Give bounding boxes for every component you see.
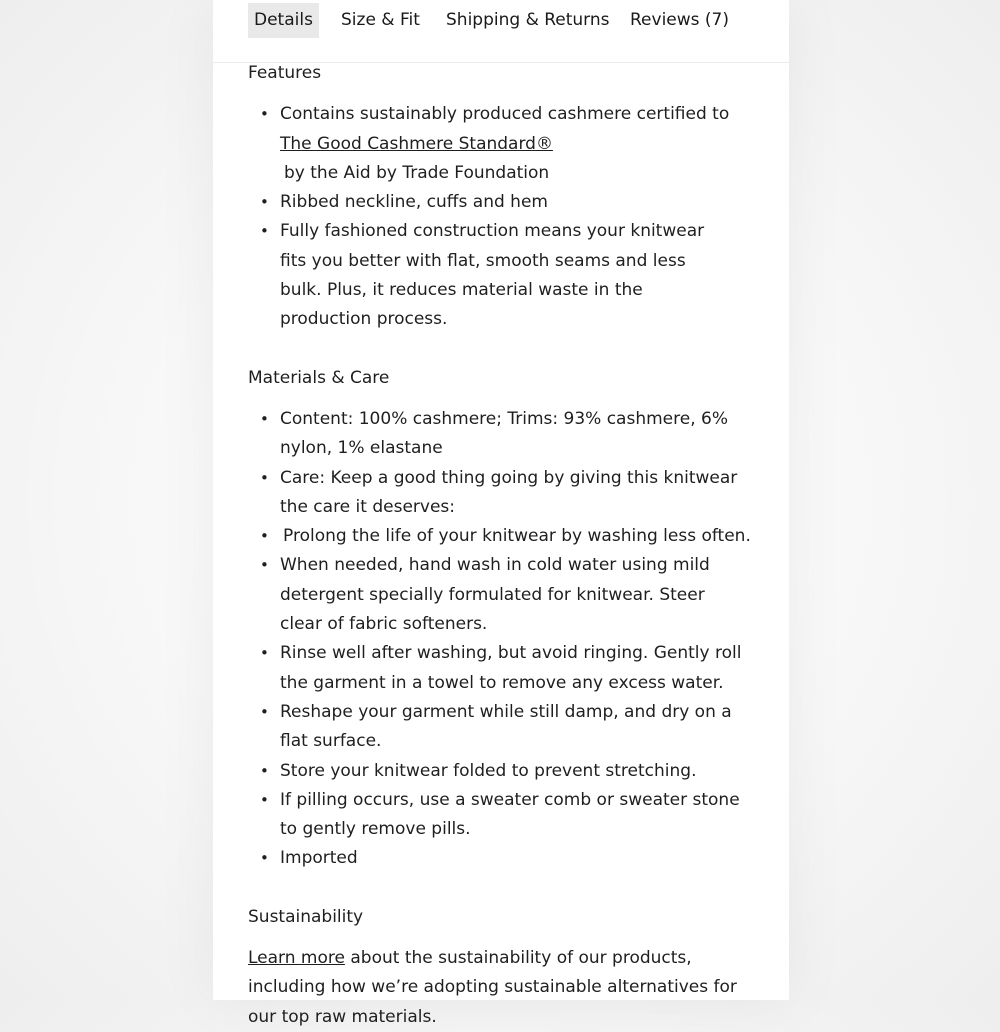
list-item: • Fully fashioned construction means your knitwear fits you better with flat, smooth seams and less bulk. Plus, it reduces material waste in the production process. [248, 217, 730, 334]
list-item: • Rinse well after washing, but avoid ringing. Gently roll the garment in a towel to remove any excess water. [248, 639, 752, 698]
sustainability-body: about the sustainability of our products, including how we’re adopting sustainable alternatives for our top raw materials. [248, 948, 737, 1027]
list-item: • Prolong the life of your knitwear by washing less often. [248, 522, 758, 551]
list-item: • Reshape your garment while still damp, and dry on a flat surface. [248, 698, 748, 757]
features-list [248, 100, 758, 334]
list-item: • Care: Keep a good thing going by giving this knitwear the care it deserves: [248, 464, 758, 523]
tab-bar [213, 0, 789, 63]
tab-shipping-returns[interactable]: Shipping & Returns [446, 10, 610, 30]
materials-care-heading: Materials & Care [248, 367, 390, 388]
product-details-panel [213, 0, 789, 1027]
list-item: • Content: 100% cashmere; Trims: 93% cashmere, 6% nylon, 1% elastane [248, 405, 750, 464]
tab-size-fit[interactable]: Size & Fit [341, 10, 420, 30]
features-heading: Features [248, 63, 322, 83]
tab-reviews[interactable]: Reviews (7) [630, 10, 729, 30]
tab-details[interactable]: Details [248, 3, 319, 38]
details-content [248, 62, 758, 1032]
list-item [248, 100, 758, 188]
list-item: • When needed, hand wash in cold water using mild detergent specially formulated for knitwear. Steer clear of fabric softeners. [248, 551, 742, 639]
materials-list [248, 405, 758, 874]
list-item: • Store your knitwear folded to prevent stretching. [248, 757, 758, 786]
list-item: • If pilling occurs, use a sweater comb or sweater stone to gently remove pills. [248, 786, 748, 845]
list-item-text: Contains sustainably produced cashmere certified to [280, 104, 730, 125]
sustainability-text [248, 944, 758, 1032]
learn-more-link[interactable]: Learn more [248, 948, 345, 969]
list-item-text: by the Aid by Trade Foundation [284, 162, 550, 183]
sustainability-heading: Sustainability [248, 906, 364, 927]
list-item: • Ribbed neckline, cuffs and hem [248, 188, 758, 217]
list-item: • Imported [248, 844, 758, 873]
good-cashmere-standard-link[interactable]: The Good Cashmere Standard® [280, 133, 553, 154]
